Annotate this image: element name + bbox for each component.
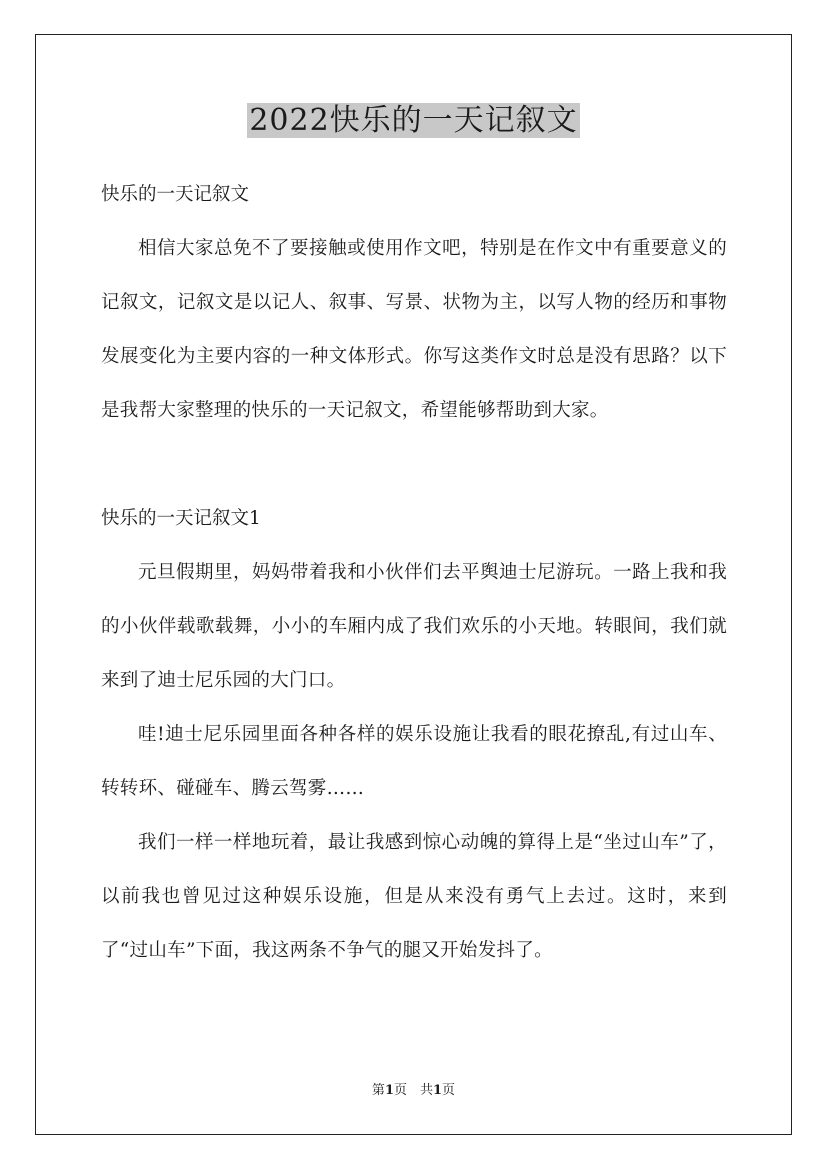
subtitle: 快乐的一天记叙文 [101,184,250,205]
section-gap [101,438,727,492]
page-mid: 页 共 [393,1083,433,1098]
page-suffix: 页 [442,1083,456,1098]
document-title-text: 2022快乐的一天记叙文 [249,103,578,138]
page-prefix: 第 [371,1083,385,1098]
intro-paragraph: 相信大家总免不了要接触或使用作文吧，特别是在作文中有重要意义的记叙文，记叙文是以记人、叙事、写景、状物为主，以写人物的经历和事物发展变化为主要内容的一种文体形式。你写这类作文时总是没有思路？以下是我帮大家整理的快乐的一天记叙文，希望能够帮助到大家。 [101,238,727,421]
body-paragraph: 我们一样一样地玩着，最让我感到惊心动魄的算得上是“坐过山车”了，以前我也曾见过这种娱乐设施，但是从来没有勇气上去过。这时，来到了“过山车”下面，我这两条不争气的腿又开始发抖了。 [101,832,727,961]
section-heading: 快乐的一天记叙文1 [101,508,261,529]
page-footer [0,1082,827,1100]
document-title [0,100,827,142]
page-current: 1 [384,1083,394,1098]
document-body [101,168,727,978]
body-paragraph: 元旦假期里，妈妈带着我和小伙伴们去平舆迪士尼游玩。一路上我和我的小伙伴载歌载舞，小小的车厢内成了我们欢乐的小天地。转眼间，我们就来到了迪士尼乐园的大门口。 [101,562,727,691]
page-total: 1 [433,1083,443,1098]
body-paragraph: 哇!迪士尼乐园里面各种各样的娱乐设施让我看的眼花撩乱,有过山车、转转环、碰碰车、腾云驾雾…… [101,724,727,799]
